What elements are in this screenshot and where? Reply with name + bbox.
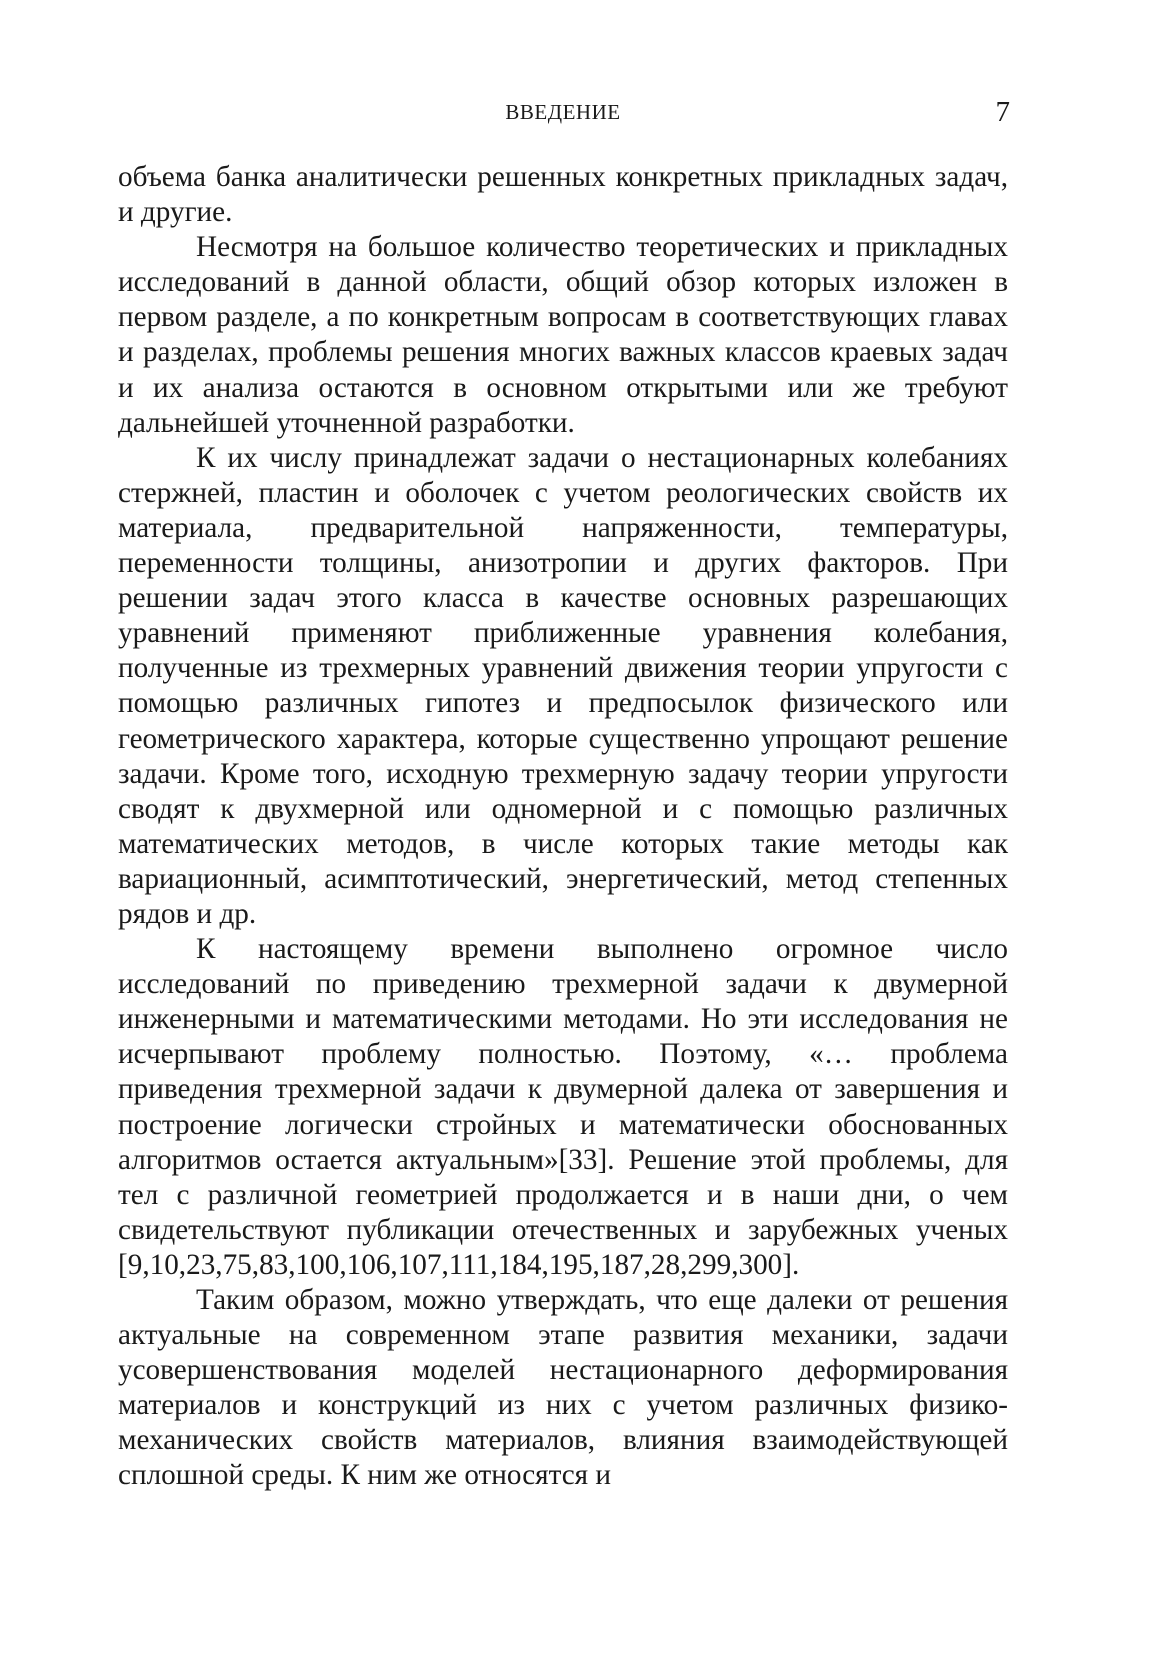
section-title: ВВЕДЕНИЕ [505,100,621,124]
paragraph: К настоящему времени выполнено огромное число исследований по приведению трехмерной задачи к двумерной инженерными и математическими методами. Но эти исследования не исчерпывают проблему полностью. Поэтому, «… проблема приведения трехмерной задачи к двумерной далека от завершения и построение логически стройных и математически обоснованных алгоритмов остается актуальным»[33]. Решение этой проблемы, для тел с различной геометрией продолжается и в наши дни, о чем свидетельствуют публикации отечественных и зарубежных ученых [9,10,23,75,83,100,106,107,111,184,195,187,28,299,300]. [118,933,1008,1281]
running-header [118,96,1008,130]
paragraph: Таким образом, можно утверждать, что еще далеки от решения актуальные на современном этапе развития механики, задачи усовершенствования моделей нестационарного деформирования материалов и конструкций из них с учетом различных физико-механических свойств материалов, влияния взаимодействующей сплошной среды. К ним же относятся и [118,1284,1008,1492]
page-number: 7 [995,96,1010,128]
body-text [118,160,1008,1494]
paragraph: К их числу принадлежат задачи о нестационарных колебаниях стержней, пластин и оболочек с учетом реологических свойств их материала, предварительной напряженности, температуры, переменности толщины, анизотропии и других факторов. При решении задач этого класса в качестве основных разрешающих уравнений применяют приближенные уравнения колебания, полученные из трехмерных уравнений движения теории упругости с помощью различных гипотез и предпосылок физического или геометрического характера, которые существенно упрощают решение задачи. Кроме того, исходную трехмерную задачу теории упругости сводят к двухмерной или одномерной и с помощью различных математических методов, в числе которых такие методы как вариационный, асимптотический, энергетический, метод степенных рядов и др. [118,441,1008,930]
paragraph: Несмотря на большое количество теоретических и прикладных исследований в данной области, общий обзор которых изложен в первом разделе, а по конкретным вопросам в соответствующих главах и разделах, проблемы решения многих важных классов краевых задач и их анализа остаются в основном открытыми или же требуют дальнейшей уточненной разработки. [118,231,1008,439]
paragraph-continued: объема банка аналитически решенных конкретных прикладных задач, и другие. [118,161,1008,229]
